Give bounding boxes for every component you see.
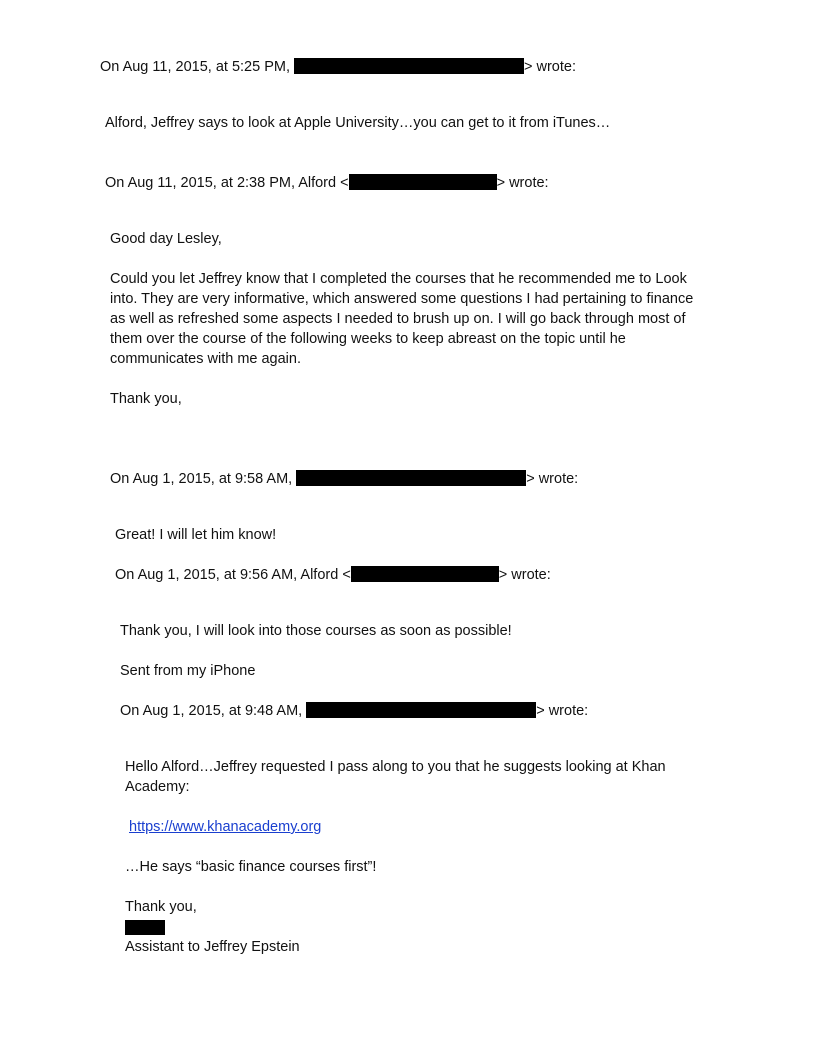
email-signature: Sent from my iPhone <box>120 663 256 679</box>
header-suffix: > wrote: <box>536 703 589 719</box>
header-text: On Aug 1, 2015, at 9:56 AM, Alford < <box>115 567 351 583</box>
email-body: Great! I will let him know! <box>115 527 277 543</box>
redacted-email <box>351 566 499 582</box>
email-header <box>105 173 549 193</box>
email-header <box>120 701 588 721</box>
redacted-sender <box>294 58 524 74</box>
redacted-sender <box>296 470 526 486</box>
khan-academy-link[interactable]: https://www.khanacademy.org <box>129 819 322 835</box>
email-greeting: Good day Lesley, <box>110 231 222 247</box>
redacted-sender <box>306 702 536 718</box>
signature-title: Assistant to Jeffrey Epstein <box>125 939 300 955</box>
header-suffix: > wrote: <box>526 471 579 487</box>
email-closing: Thank you, <box>110 391 182 407</box>
header-text: On Aug 1, 2015, at 9:48 AM, <box>120 703 303 719</box>
header-text: On Aug 1, 2015, at 9:58 AM, <box>110 471 293 487</box>
email-body: Could you let Jeffrey know that I completed the courses that he recommended me to Look into. They are very informative, which answered some questions I had pertaining to finance as well as refreshed some aspects I needed to brush up on. I will go back through most of them over the course of the following weeks to keep abreast on the topic until he communicates with me again. <box>110 271 694 367</box>
redacted-email <box>349 174 497 190</box>
header-text: On Aug 11, 2015, at 5:25 PM, <box>100 59 290 75</box>
header-text: On Aug 11, 2015, at 2:38 PM, Alford < <box>105 175 349 191</box>
email-header <box>110 469 578 489</box>
signature-name-row <box>125 918 165 938</box>
email-closing: Thank you, <box>125 899 197 915</box>
email-body: Thank you, I will look into those courses as soon as possible! <box>120 623 512 639</box>
header-suffix: > wrote: <box>496 175 549 191</box>
email-header <box>100 57 576 77</box>
email-header <box>115 565 551 585</box>
email-body: Alford, Jeffrey says to look at Apple University…you can get to it from iTunes… <box>105 115 611 131</box>
redacted-name <box>125 920 165 935</box>
header-suffix: > wrote: <box>524 59 576 75</box>
khan-academy-link-row <box>129 817 321 837</box>
email-body: Hello Alford…Jeffrey requested I pass along to you that he suggests looking at Khan Academy: <box>125 759 666 795</box>
email-note: …He says “basic finance courses first”! <box>125 859 377 875</box>
header-suffix: > wrote: <box>498 567 551 583</box>
